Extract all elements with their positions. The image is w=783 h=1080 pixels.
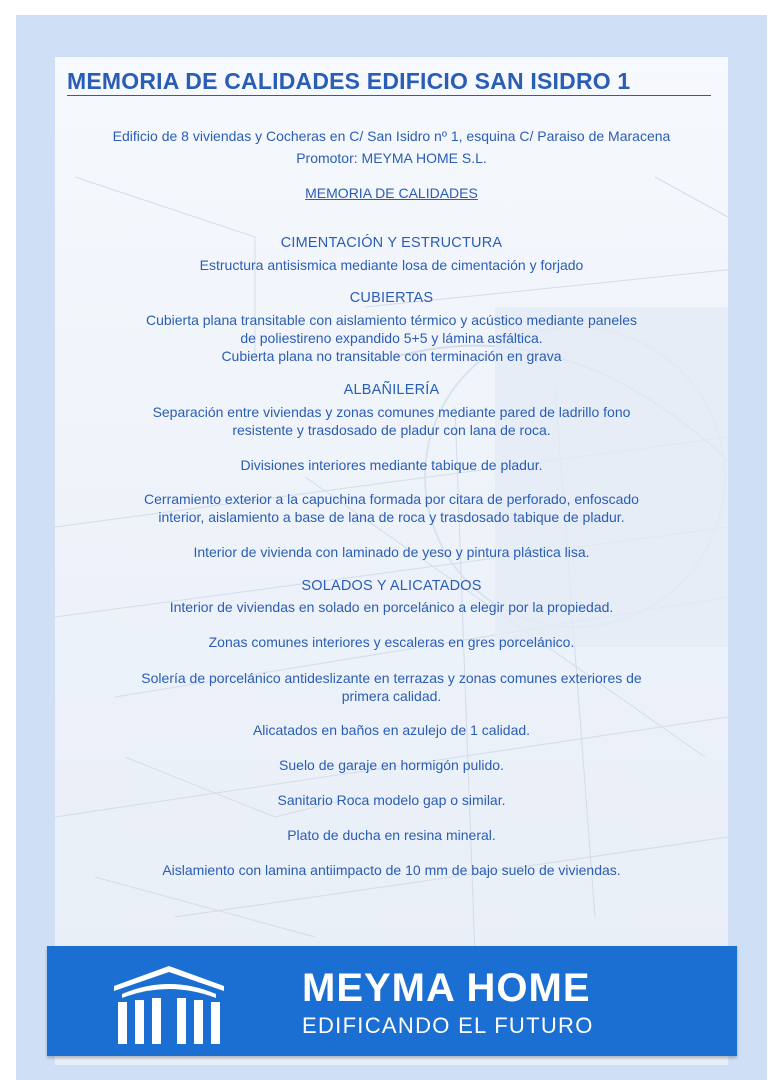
section-line: Zonas comunes interiores y escaleras en gres porcelánico.: [208, 634, 575, 650]
intro-line: Edificio de 8 viviendas y Cocheras en C/ San Isidro nº 1, esquina C/ Paraiso de Maracena: [112, 128, 671, 144]
promoter-line: Promotor: MEYMA HOME S.L.: [296, 150, 487, 166]
section-line: primera calidad.: [341, 688, 442, 704]
section-line: de poliestireno expandido 5+5 y lámina asfáltica.: [240, 330, 543, 346]
document-title: MEMORIA DE CALIDADES EDIFICIO SAN ISIDRO 1: [67, 68, 631, 94]
brand-tagline: EDIFICANDO EL FUTURO: [302, 1013, 594, 1038]
section-line: Cubierta plana no transitable con terminación en grava: [221, 348, 562, 364]
section-line: Interior de vivienda con laminado de yeso y pintura plástica lisa.: [193, 544, 590, 560]
section-line: Interior de viviendas en solado en porcelánico a elegir por la propiedad.: [169, 599, 614, 615]
section-heading-cubiertas: CUBIERTAS: [349, 290, 434, 306]
section-line: Aislamiento con lamina antiimpacto de 10 mm de bajo suelo de viviendas.: [162, 862, 621, 878]
section-line: Plato de ducha en resina mineral.: [287, 827, 496, 843]
section-heading-cimentacion: CIMENTACIÓN Y ESTRUCTURA: [280, 235, 503, 251]
section-heading-albanileria: ALBAÑILERÍA: [343, 382, 440, 398]
brand-name: MEYMA HOME: [302, 966, 591, 1010]
section-line: resistente y trasdosado de pladur con lana de roca.: [232, 422, 551, 438]
title-underline: [67, 95, 711, 96]
section-line: Sanitario Roca modelo gap o similar.: [277, 792, 506, 808]
section-line: Solería de porcelánico antideslizante en terrazas y zonas comunes exteriores de: [141, 670, 642, 686]
section-line: Estructura antisismica mediante losa de cimentación y forjado: [199, 257, 584, 273]
subtitle: [60, 184, 723, 202]
section-line: Cerramiento exterior a la capuchina formada por citara de perforado, enfoscado: [144, 491, 639, 507]
brand-banner: [47, 946, 737, 1056]
section-line: interior, aislamiento a base de lana de roca y trasdosado tabique de pladur.: [158, 509, 625, 525]
subtitle-text: MEMORIA DE CALIDADES: [305, 185, 478, 201]
section-line: Suelo de garaje en hormigón pulido.: [279, 757, 504, 773]
section-heading-solados: SOLADOS Y ALICATADOS: [301, 578, 482, 594]
section-line: Divisiones interiores mediante tabique de pladur.: [240, 457, 543, 473]
section-line: Alicatados en baños en azulejo de 1 calidad.: [252, 722, 531, 738]
building-columns-logo-icon: [110, 960, 228, 1044]
section-line: Cubierta plana transitable con aislamiento térmico y acústico mediante paneles: [145, 312, 638, 328]
section-line: Separación entre viviendas y zonas comunes mediante pared de ladrillo fono: [152, 404, 631, 420]
